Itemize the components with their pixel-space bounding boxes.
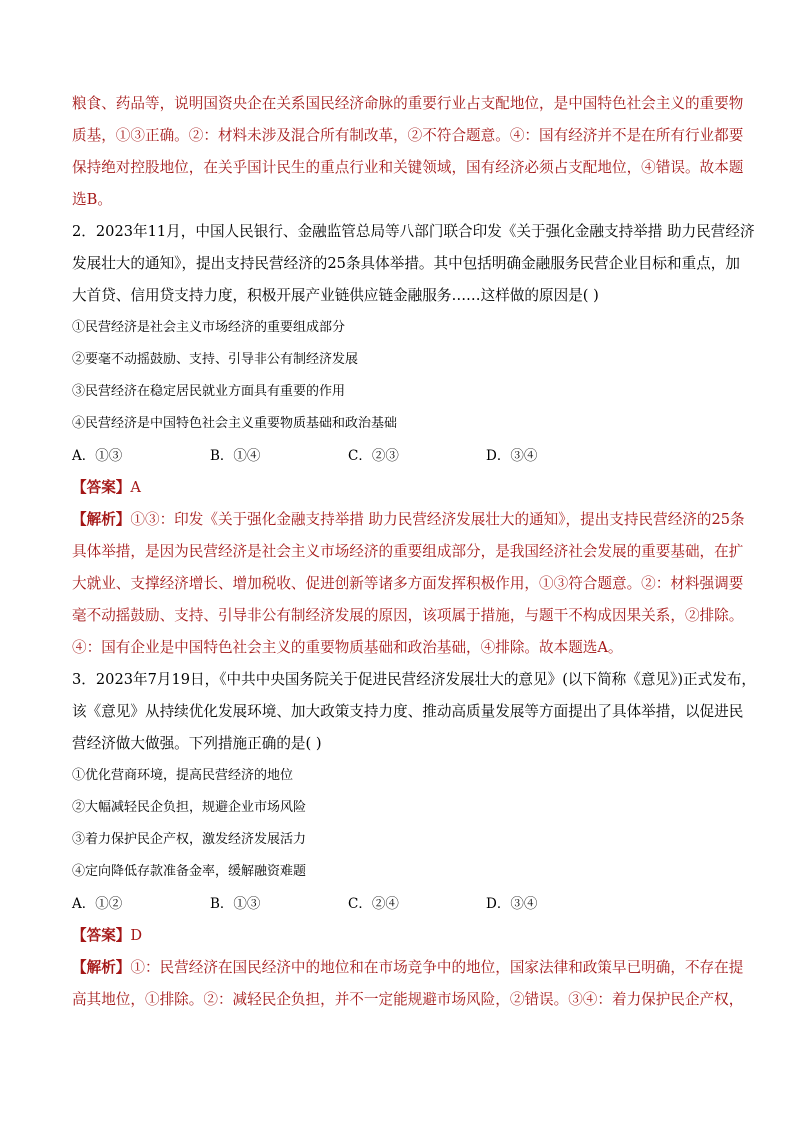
q3-choice-a: A．①② <box>72 896 123 912</box>
q2-option: ②要毫不动摇鼓励、支持、引导非公有制经济发展 <box>72 352 359 367</box>
q1-tail-line: 选B。 <box>72 191 112 208</box>
q2-analysis-line: 具体举措，是因为民营经济是社会主义市场经济的重要组成部分，是我国经济社会发展的重要基础，在扩 <box>72 543 744 560</box>
q2-answer-value: A <box>130 479 141 496</box>
q2-stem-line: 大首贷、信用贷支持力度，积极开展产业链供应链金融服务……这样做的原因是( ) <box>72 287 599 304</box>
question-2 <box>72 216 755 664</box>
q1-tail-line: 质基，①③正确。②：材料未涉及混合所有制改革，②不符合题意。④：国有经济并不是在所有行业都要 <box>72 127 744 144</box>
q3-choice-b: B．①③ <box>210 896 261 912</box>
q3-option: ②大幅减轻民企负担，规避企业市场风险 <box>72 800 307 815</box>
q2-choice-c: C．②③ <box>348 448 399 464</box>
q3-stem-line: 营经济做大做强。下列措施正确的是( ) <box>72 735 322 752</box>
q1-tail-line: 保持绝对控股地位，在关乎国计民生的重点行业和关键领域，国有经济必须占支配地位，④错误。故本题 <box>72 159 744 176</box>
q2-option: ①民营经济是社会主义市场经济的重要组成部分 <box>72 320 346 335</box>
q2-analysis-text: ①③：印发《关于强化金融支持举措 助力民营经济发展壮大的通知》，提出支持民营经济的25条 <box>130 511 745 528</box>
q2-stem-line: 发展壮大的通知》，提出支持民营经济的25条具体举措。其中包括明确金融服务民营企业目标和重点，加 <box>72 255 740 272</box>
q2-answer <box>72 472 724 504</box>
q1-tail-line: 粮食、药品等，说明国资央企在关系国民经济命脉的重要行业占支配地位，是中国特色社会主义的重要物 <box>72 95 744 112</box>
q2-option: ④民营经济是中国特色社会主义重要物质基础和政治基础 <box>72 416 398 431</box>
q2-choice-d: D．③④ <box>486 448 538 464</box>
q2-choices <box>72 440 724 472</box>
q3-answer <box>72 920 724 952</box>
q2-analysis-line: 毫不动摇鼓励、支持、引导非公有制经济发展的原因，该项属于措施，与题干不构成因果关系，②排除。 <box>72 607 744 624</box>
q3-stem-line: 3．2023年7月19日，《中共中央国务院关于促进民营经济发展壮大的意见》(以下简称《意见》)正式发布， <box>72 671 757 688</box>
q2-choice-a: A．①③ <box>72 448 123 464</box>
q2-analysis-line: 大就业、支撑经济增长、增加税收、促进创新等诸多方面发挥积极作用，①③符合题意。②：材料强调要 <box>72 575 744 592</box>
q3-choice-c: C．②④ <box>348 896 399 912</box>
q2-stem-line: 2．2023年11月，中国人民银行、金融监管总局等八部门联合印发《关于强化金融支持举措 助力民营经济 <box>72 223 755 240</box>
q2-choice-b: B．①④ <box>210 448 261 464</box>
document-content <box>72 88 757 1016</box>
q2-option: ③民营经济在稳定居民就业方面具有重要的作用 <box>72 384 346 399</box>
q3-option: ③着力保护民企产权，激发经济发展活力 <box>72 832 307 847</box>
q3-choices <box>72 888 724 920</box>
q3-stem-line: 该《意见》从持续优化发展环境、加大政策支持力度、推动高质量发展等方面提出了具体举措，以促进民 <box>72 703 744 720</box>
q3-analysis-line <box>72 952 744 984</box>
q2-analysis-line <box>72 504 745 536</box>
q2-answer-label: 【答案】 <box>72 479 131 496</box>
q3-analysis-text: ①：民营经济在国民经济中的地位和在市场竞争中的地位，国家法律和政策早已明确，不存在提 <box>130 959 744 976</box>
q1-analysis-tail <box>72 88 744 216</box>
q3-option: ①优化营商环境，提高民营经济的地位 <box>72 768 294 783</box>
q3-answer-value: D <box>130 927 143 944</box>
q2-analysis-line: ④：国有企业是中国特色社会主义的重要物质基础和政治基础，④排除。故本题选A。 <box>72 639 623 656</box>
q3-analysis-line: 高其地位，①排除。②：减轻民企负担，并不一定能规避市场风险，②错误。③④：着力保护民企产权， <box>72 991 744 1008</box>
q3-option: ④定向降低存款准备金率，缓解融资难题 <box>72 864 307 879</box>
q2-analysis-label: 【解析】 <box>72 511 131 528</box>
q3-analysis-label: 【解析】 <box>72 959 131 976</box>
q3-choice-d: D．③④ <box>486 896 538 912</box>
q3-answer-label: 【答案】 <box>72 927 131 944</box>
question-3 <box>72 664 757 1016</box>
